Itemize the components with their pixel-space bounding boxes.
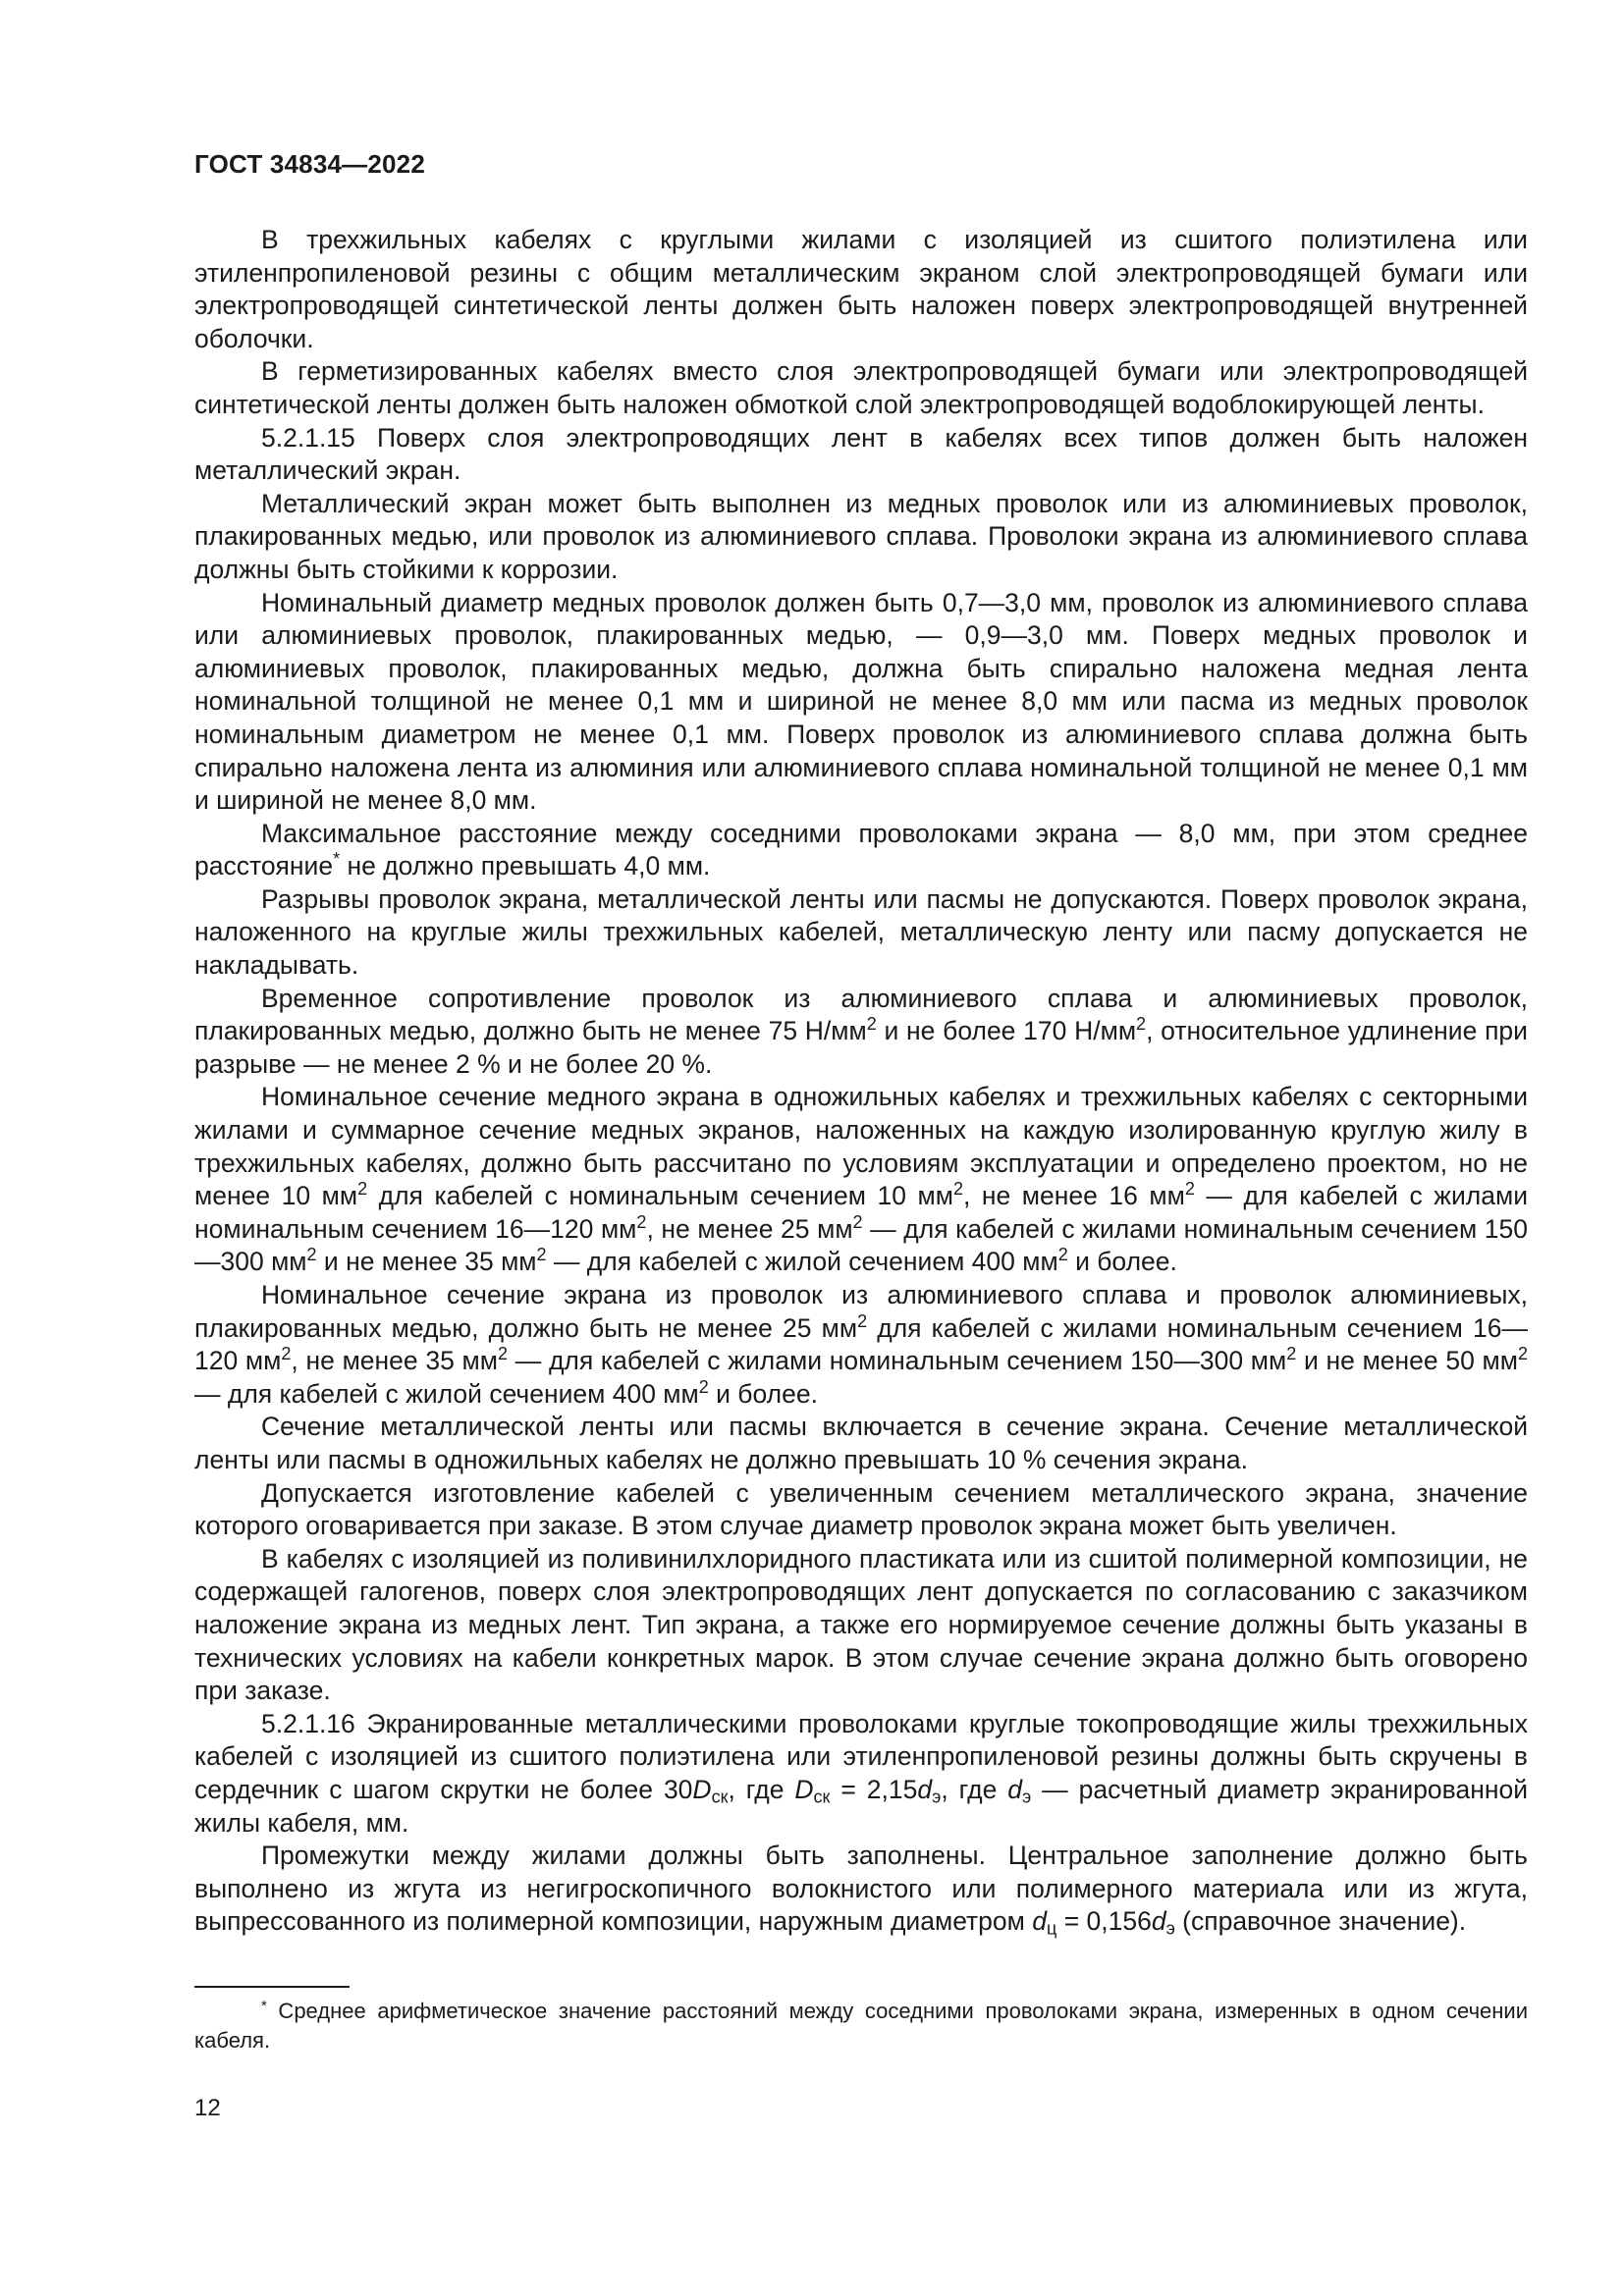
paragraph-copper-section: Номинальное сечение медного экрана в одножильных кабелях и трехжильных кабелях с секторными жилами и суммарное сечение медных экранов, наложенных на каждую изолированную круглую жилу в трехжильных кабелях, должно быть рассчитано по условиям эксплуатации и определено проектом, но не менее 10 $мм^2$ для кабелей с номинальным сечением 10 $мм^2$, не менее 16 $мм^2$ — для кабелей с жилами номинальным сечением 16—120 $мм^2$, не менее 25 $мм^2$ — для кабелей с жилами номинальным сечением 150—300 $мм^2$ и не менее 35 $мм^2$ — для кабелей с жилой сечением 400 $мм^2$ и более. (194, 1082, 1528, 1277)
paragraph-alloy-section: Номинальное сечение экрана из проволок из алюминиевого сплава и проволок алюминиевых, плакированных медью, должно быть не менее 25 $мм^2$ для кабелей с жилами номинальным сечением 16—120 $мм^2$, не менее 35 $мм^2$ — для кабелей с жилами номинальным сечением 150—300 $мм^2$ и не менее 50 $мм^2$ — для кабелей с жилой сечением 400 $мм^2$ и более. (194, 1280, 1529, 1409)
footnote-divider (194, 1986, 350, 1988)
paragraph: Сечение металлической ленты или пасмы включается в сечение экрана. Сечение металлической ленты или пасмы в одножильных кабелях не должно превышать 10 % сечения экрана. (194, 1412, 1528, 1474)
document-header: ГОСТ 34834—2022 (194, 149, 425, 179)
paragraph-filling: Промежутки между жилами должны быть заполнены. Центральное заполнение должно быть выполнено из жгута из негигроскопичного волокнистого или полимерного материала или из жгута, выпрессованного из полимерной композиции, наружным диаметром $d_ц = 0,156d_э$ (справочное значение). (194, 1841, 1528, 1939)
paragraph: Разрывы проволок экрана, металлической ленты или пасмы не допускаются. Поверх проволок экрана, наложенного на круглые жилы трехжильных кабелей, металлическую ленту или пасму допускается не накладывать. (194, 883, 1528, 981)
paragraph-distance: Максимальное расстояние между соседними проволоками экрана — 8,0 мм, при этом среднее расстояние* не должно превышать 4,0 мм. (194, 818, 1528, 881)
paragraph: В кабелях с изоляцией из поливинилхлоридного пластиката или из сшитой полимерной композиции, не содержащей галогенов, поверх слоя электропроводящих лент допускается по согласованию с заказчиком наложение экрана из медных лент. Тип экрана, а также его нормируемое сечение должны быть указаны в технических условиях на кабели конкретных марок. В этом случае сечение экрана должно быть оговорено при заказе. (194, 1543, 1528, 1706)
footnote-mark: * (261, 1997, 267, 2014)
paragraph: Допускается изготовление кабелей с увеличенным сечением металлического экрана, значение которого оговаривается при заказе. В этом случае диаметр проволок экрана может быть увеличен. (194, 1477, 1528, 1541)
paragraph-strength: Временное сопротивление проволок из алюминиевого сплава и алюминиевых проволок, плакированных медью, должно быть не менее 75 $Н/мм^2$ и не более 170 $Н/мм^2$, относительное удлинение при разрыве — не менее 2 % и не более 20 %. (194, 983, 1528, 1079)
footnote-text: Среднее арифметическое значение расстояний между соседними проволоками экрана, измеренных в одном сечении кабеля. (194, 1999, 1528, 2053)
paragraph-core-twist: 5.2.1.16 Экранированные металлическими проволоками круглые токопроводящие жилы трехжильных кабелей с изоляцией из сшитого полиэтилена или этиленпропиленовой резины должны быть скручены в сердечник с шагом скрутки не более $30D_{ск}$, где $D_{ск} = 2,15d_э$, где $d_э$ — расчетный диаметр экранированной жилы кабеля, мм. (194, 1708, 1529, 1838)
paragraph: Номинальный диаметр медных проволок должен быть 0,7—3,0 мм, проволок из алюминиевого сплава или алюминиевых проволок, плакированных медью, — 0,9—3,0 мм. Поверх медных проволок и алюминиевых проволок, плакированных медью, должна быть спирально наложена медная лента номинальной толщиной не менее 0,1 мм и шириной не менее 8,0 мм или пасма из медных проволок номинальным диаметром не менее 0,1 мм. Поверх проволок из алюминиевого сплава должна быть спирально наложена лента из алюминия или алюминиевого сплава номинальной толщиной не менее 0,1 мм и шириной не менее 8,0 мм. (194, 587, 1528, 816)
paragraph: 5.2.1.15 Поверх слоя электропроводящих лент в кабелях всех типов должен быть наложен металлический экран. (194, 422, 1528, 486)
paragraph: В трехжильных кабелях с круглыми жилами с изоляцией из сшитого полиэтилена или этиленпропиленовой резины с общим металлическим экраном слой электропроводящей бумаги или электропроводящей синтетической ленты должен быть наложен поверх электропроводящей внутренней оболочки. (194, 225, 1528, 353)
page-number: 12 (194, 2095, 221, 2121)
paragraph: В герметизированных кабелях вместо слоя электропроводящей бумаги или электропроводящей синтетической ленты должен быть наложен обмоткой слой электропроводящей водоблокирующей ленты. (194, 356, 1528, 419)
document-body (194, 224, 1528, 1939)
footnote-reference[interactable]: * (333, 849, 341, 870)
paragraph: Металлический экран может быть выполнен из медных проволок или из алюминиевых проволок, плакированных медью, или проволок из алюминиевого сплава. Проволоки экрана из алюминиевого сплава должны быть стойкими к коррозии. (194, 488, 1528, 584)
footnote (194, 1997, 1528, 2056)
